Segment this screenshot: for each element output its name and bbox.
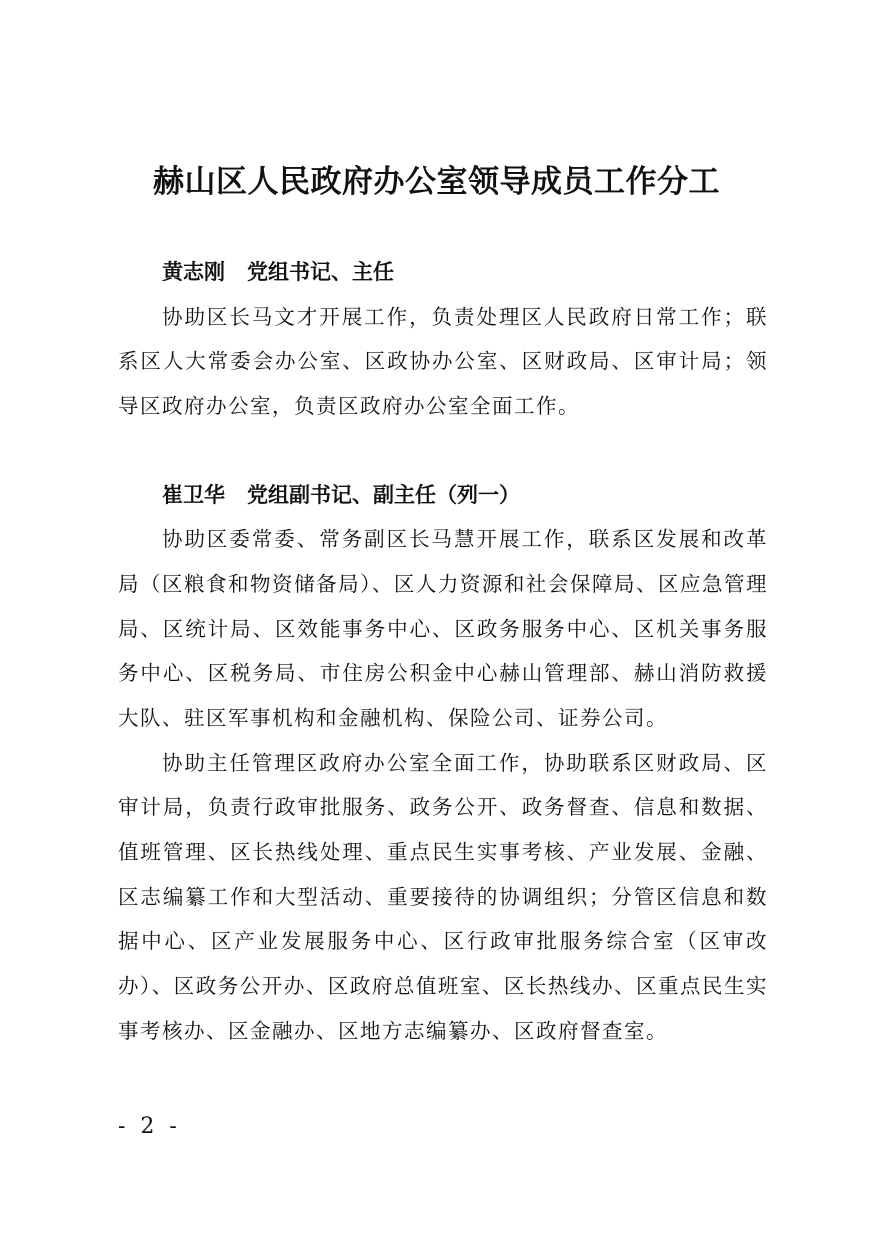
duty-paragraph: 协助区长马文才开展工作，负责处理区人民政府日常工作；联系区人大常委会办公室、区政协办公室、区财政局、区审计局；领导区政府办公室，负责区政府办公室全面工作。 <box>118 304 768 418</box>
section-cui-weihua <box>118 474 768 1054</box>
section-heading <box>118 251 768 295</box>
section-huang-zhigang <box>118 251 768 429</box>
person-role: 党组书记、主任 <box>247 260 394 284</box>
duty-paragraph: 协助主任管理区政府办公室全面工作，协助联系区财政局、区审计局，负责行政审批服务、政务公开、政务督查、信息和数据、值班管理、区长热线处理、重点民生实事考核、产业发展、金融、区志编纂工作和大型活动、重要接待的协调组织；分管区信息和数据中心、区产业发展服务中心、区行政审批服务综合室（区审改办）、区政务公开办、区政府总值班室、区长热线办、区重点民生实事考核办、区金融办、区地方志编纂办、区政府督查室。 <box>118 750 768 1043</box>
section-heading <box>118 474 768 518</box>
page-number: - 2 - <box>118 1114 181 1139</box>
section-spacer <box>118 429 768 474</box>
person-name: 崔卫华 <box>162 482 225 507</box>
document-body <box>118 251 768 1054</box>
person-name: 黄志刚 <box>162 260 225 284</box>
document-title: 赫山区人民政府办公室领导成员工作分工 <box>153 164 720 200</box>
duty-paragraph: 协助区委常委、常务副区长马慧开展工作，联系区发展和改革局（区粮食和物资储备局）、区人力资源和社会保障局、区应急管理局、区统计局、区效能事务中心、区政务服务中心、区机关事务服务中心、区税务局、市住房公积金中心赫山管理部、赫山消防救援大队、驻区军事机构和金融机构、保险公司、证券公司。 <box>118 527 768 730</box>
person-role: 党组副书记、副主任（列一） <box>247 482 520 507</box>
